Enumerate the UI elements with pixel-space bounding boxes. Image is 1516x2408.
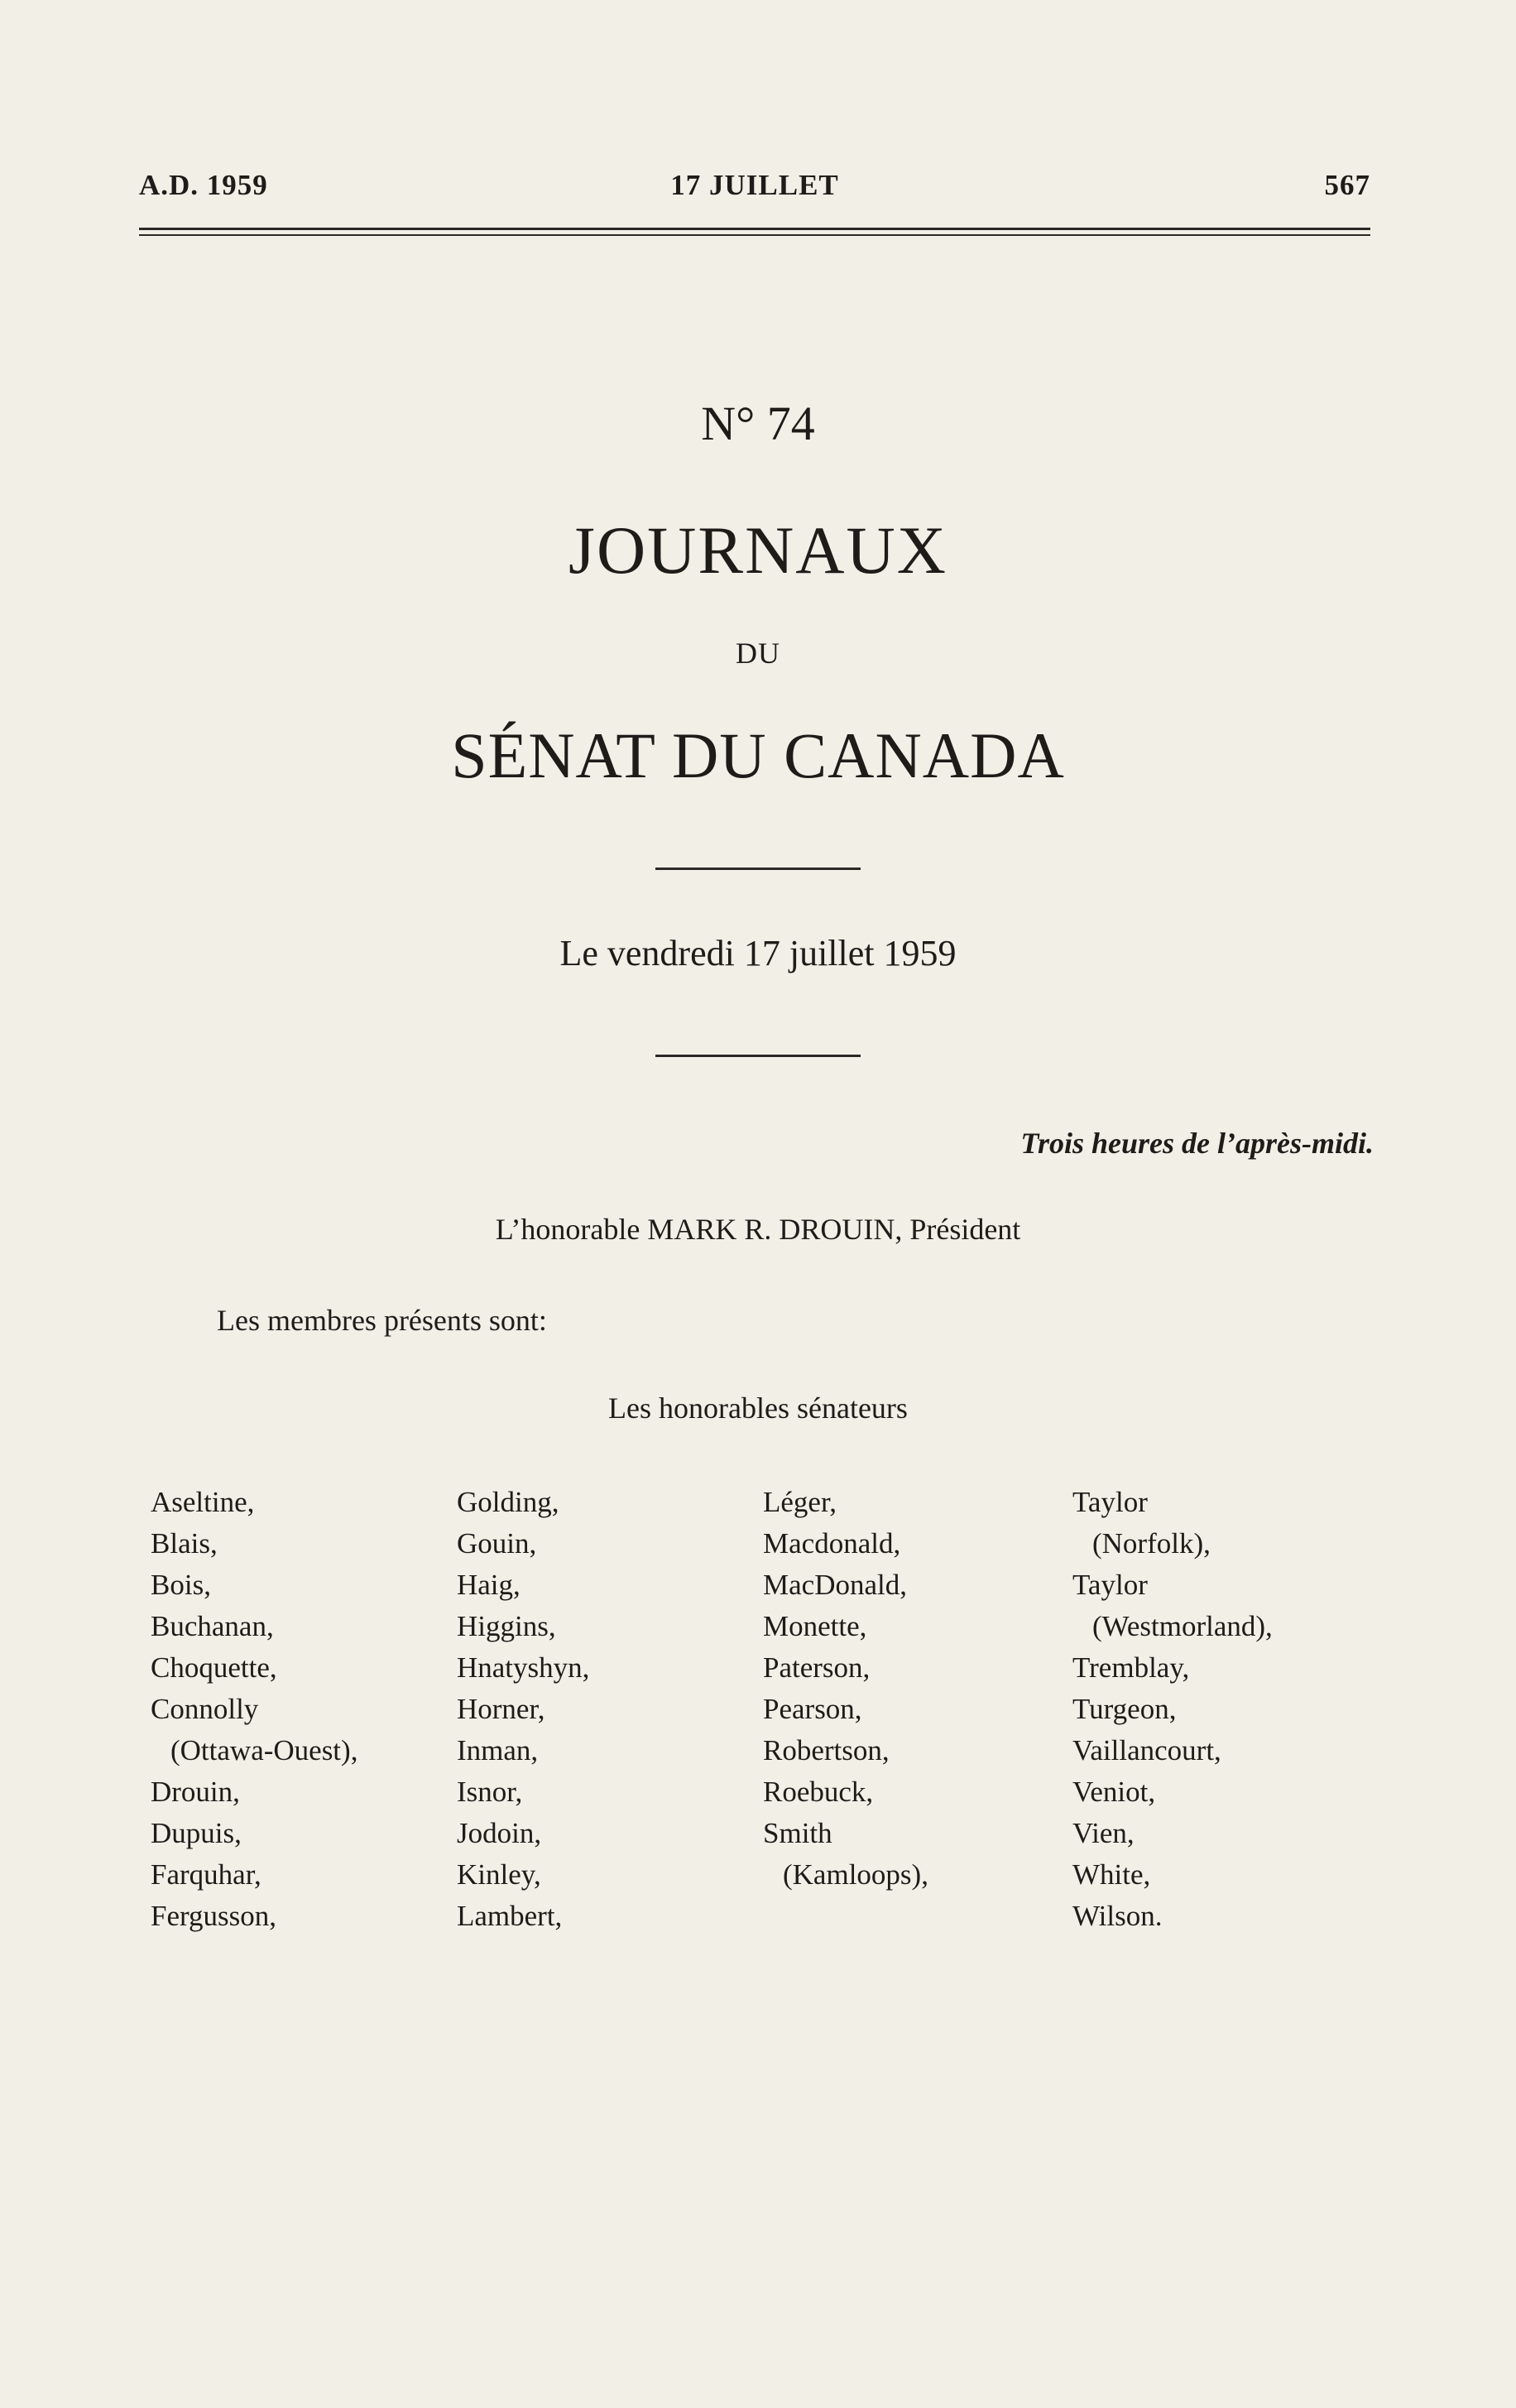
senator-riding: (Westmorland), [1092,1610,1273,1642]
title-journaux: JOURNAUX [568,512,948,588]
senator-name: Monette, [763,1610,867,1642]
header-year: A.D. 1959 [139,169,268,201]
senators-column-2 [457,1482,589,1937]
senator-name: Golding, [457,1486,559,1518]
senator-name: Vien, [1072,1817,1135,1849]
senator-name: Kinley, [457,1858,541,1891]
senator-name: White, [1072,1858,1151,1891]
senator-name: Wilson. [1072,1900,1163,1932]
session-date: Le vendredi 17 juillet 1959 [559,933,957,973]
senator-name: Léger, [763,1486,837,1518]
senator-name: Horner, [457,1693,545,1725]
issue-number: N° 74 [701,397,815,450]
senator-name: Choquette, [151,1651,277,1684]
senator-name: Lambert, [457,1900,563,1932]
senator-name: Smith [763,1817,832,1849]
page-number: 567 [1324,169,1370,201]
title-du: DU [736,637,780,670]
senator-name: Macdonald, [763,1527,901,1560]
senator-riding: (Ottawa-Ouest), [170,1734,358,1766]
senator-name: Hnatyshyn, [457,1651,590,1684]
senator-name: Dupuis, [151,1817,242,1849]
senator-name: MacDonald, [763,1569,907,1601]
senator-name: Drouin, [151,1776,240,1808]
senator-name: Turgeon, [1072,1693,1177,1725]
senator-name: Farquhar, [151,1858,261,1891]
session-time: Trois heures de l’après-midi. [1020,1127,1374,1160]
senator-name: Tremblay, [1072,1651,1190,1684]
header-date: 17 JUILLET [670,169,839,201]
senator-name: Isnor, [457,1776,523,1808]
senator-name: Pearson, [763,1693,862,1725]
senator-name: Aseltine, [151,1486,255,1518]
senator-name: Haig, [457,1569,521,1601]
senator-name: Connolly [151,1693,259,1725]
senators-heading: Les honorables sénateurs [608,1391,908,1425]
senator-name: Vaillancourt, [1072,1734,1221,1766]
senator-name: Inman, [457,1734,539,1766]
header-double-rule [139,228,1370,236]
senator-name: Roebuck, [763,1776,874,1808]
senators-column-4 [1072,1482,1273,1937]
senator-riding: (Norfolk), [1092,1527,1211,1560]
senator-name: Higgins, [457,1610,556,1642]
senator-name: Taylor [1072,1486,1148,1518]
senator-name: Fergusson, [151,1900,277,1932]
president-line: L’honorable MARK R. DROUIN, Président [495,1213,1021,1246]
title-rule [655,868,861,870]
senator-name: Bois, [151,1569,211,1601]
senators-column-3 [763,1482,928,1896]
senator-name: Gouin, [457,1527,537,1560]
senator-name: Taylor [1072,1569,1148,1601]
senators-column-1 [151,1482,357,1937]
senator-name: Robertson, [763,1734,890,1766]
senator-name: Jodoin, [457,1817,542,1849]
senator-riding: (Kamloops), [783,1858,928,1891]
present-intro: Les membres présents sont: [217,1304,547,1337]
title-senat: SÉNAT DU CANADA [451,719,1065,791]
senator-name: Blais, [151,1527,218,1560]
senator-name: Veniot, [1072,1776,1156,1808]
senator-name: Paterson, [763,1651,871,1684]
senator-name: Buchanan, [151,1610,274,1642]
date-rule [655,1055,861,1057]
